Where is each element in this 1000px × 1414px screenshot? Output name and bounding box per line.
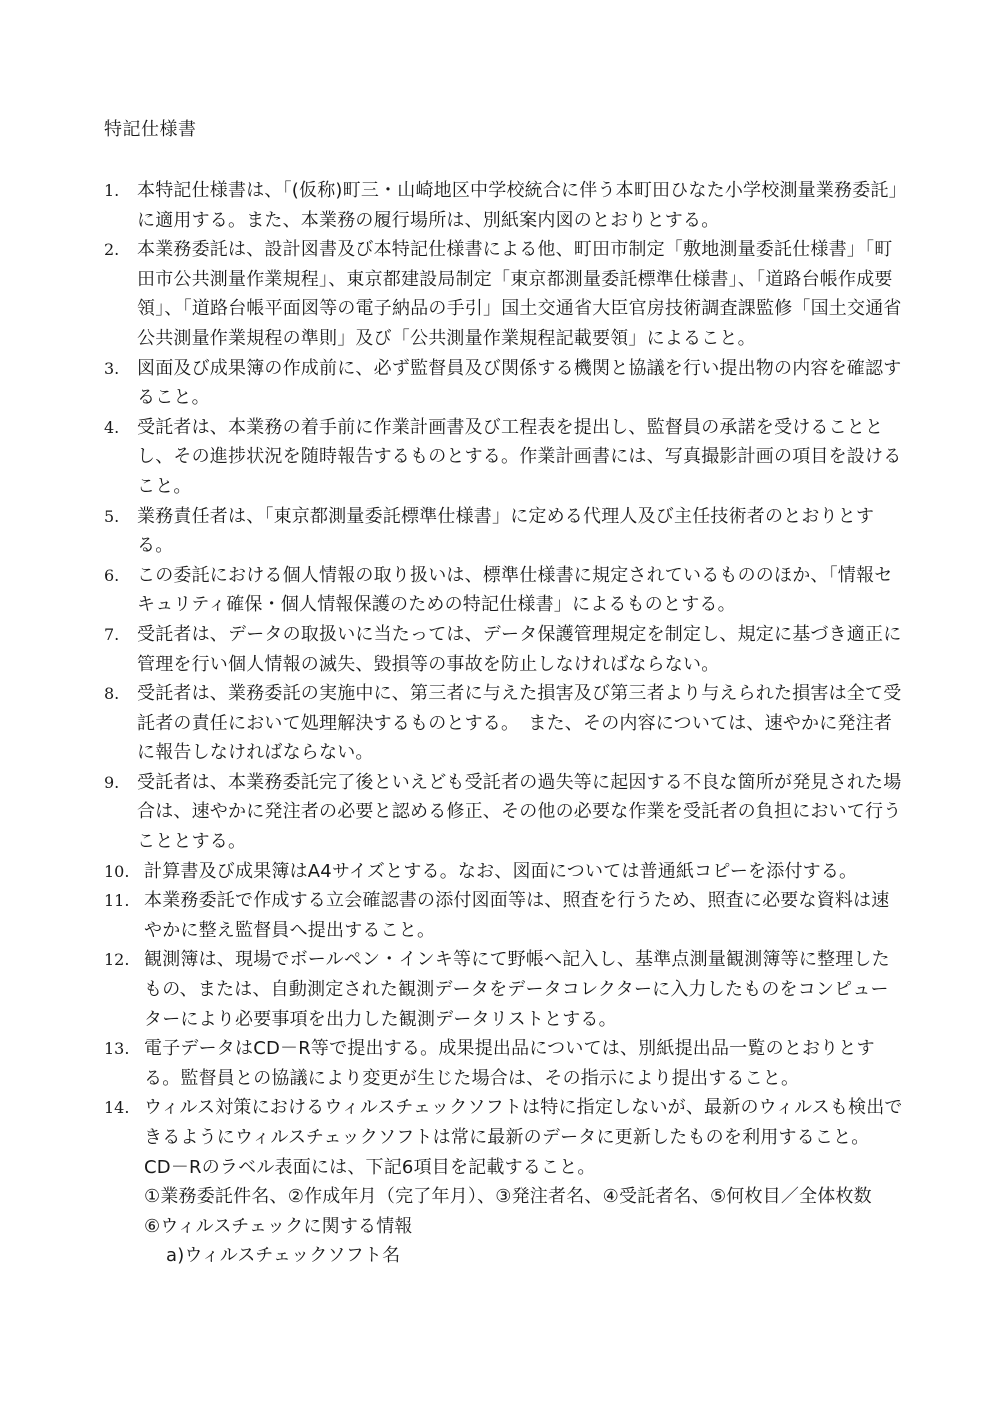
- item-text: 受託者は、業務委託の実施中に、第三者に与えた損害及び第三者より与えられた損害は全て受託者の責任において処理解決するものとする。 また、その内容については、速やかに発注者に報告しなければならない。: [137, 683, 902, 764]
- item-number: 11.: [104, 891, 130, 911]
- item-number: 14.: [104, 1098, 130, 1118]
- item-text: ウィルス対策におけるウィルスチェックソフトは特に指定しないが、最新のウィルスも検出できるようにウィルスチェックソフトは常に最新のデータに更新したものを利用すること。: [144, 1097, 903, 1148]
- item-number: 10.: [104, 861, 130, 881]
- item-text: 観測簿は、現場でボールペン・インキ等にて野帳へ記入し、基準点測量観測簿等に整理したもの、または、自動測定された観測データをデータコレクターに入力したものをコンピューターにより必要事項を出力した観測データリストとする。: [144, 949, 890, 1030]
- spec-item-11: [104, 886, 904, 945]
- item-number: 7.: [104, 624, 120, 644]
- item-number: 4.: [104, 417, 120, 437]
- item-extra-line: CD－Rのラベル表面には、下記6項目を記載すること。: [144, 1156, 596, 1178]
- spec-item-7: [104, 620, 904, 679]
- item-text: 受託者は、本業務の着手前に作業計画書及び工程表を提出し、監督員の承諾を受けることとし、その進捗状況を随時報告するものとする。作業計画書には、写真撮影計画の項目を設けること。: [137, 416, 902, 497]
- spec-item-4: [104, 413, 904, 502]
- item-number: 6.: [104, 565, 120, 585]
- spec-item-3: [104, 354, 904, 413]
- item-number: 8.: [104, 684, 120, 704]
- page-title: 特記仕様書: [104, 119, 197, 140]
- item-number: 3.: [104, 358, 120, 378]
- item-extra-line: ①業務委託件名、②作成年月（完了年月）、③発注者名、④受託者名、⑤何枚目／全体枚数: [144, 1186, 872, 1208]
- item-text: この委託における個人情報の取り扱いは、標準仕様書に規定されているもののほか、「情報セキュリティ確保・個人情報保護のための特記仕様書」によるものとする。: [137, 564, 893, 616]
- item-number: 9.: [104, 772, 120, 792]
- item-number: 2.: [104, 240, 120, 260]
- spec-item-8: [104, 679, 904, 768]
- item-text: 図面及び成果簿の作成前に、必ず監督員及び関係する機関と協議を行い提出物の内容を確認すること。: [137, 357, 902, 409]
- spec-item-9: [104, 768, 904, 857]
- item-extra-line: ⑥ウィルスチェックに関する情報: [144, 1215, 413, 1237]
- item-text: 本業務委託で作成する立会確認書の添付図面等は、照査を行うため、照査に必要な資料は速やかに整え監督員へ提出すること。: [144, 890, 890, 941]
- item-text: 本特記仕様書は、「(仮称)町三・山崎地区中学校統合に伴う本町田ひなた小学校測量業務委託」に適用する。また、本業務の履行場所は、別紙案内図のとおりとする。: [137, 180, 898, 231]
- item-body: [144, 1093, 904, 1271]
- item-sub-line: a)ウィルスチェックソフト名: [166, 1245, 401, 1267]
- item-text: 本業務委託は、設計図書及び本特記仕様書による他、町田市制定「敷地測量委託仕様書」「町田市公共測量作業規程」、東京都建設局制定「東京都測量委託標準仕様書」、「道路台帳作成要領」、「道路台帳平面図等の電子納品の手引」国土交通省大臣官房技術調査課監修「国土交通省公共測量作業規程の準則」及び「公共測量作業規程記載要領」によること。: [137, 239, 902, 349]
- item-text: 受託者は、データの取扱いに当たっては、データ保護管理規定を制定し、規定に基づき適正に管理を行い個人情報の滅失、毀損等の事故を防止しなければならない。: [137, 623, 902, 675]
- item-text: 受託者は、本業務委託完了後といえども受託者の過失等に起因する不良な箇所が発見された場合は、速やかに発注者の必要と認める修正、その他の必要な作業を受託者の負担において行うこととする。: [137, 771, 902, 853]
- spec-item-5: [104, 502, 904, 561]
- spec-item-list: [104, 176, 904, 1271]
- spec-item-2: [104, 235, 904, 353]
- item-number: 12.: [104, 950, 130, 970]
- item-text: 計算書及び成果簿はA4サイズとする。なお、図面については普通紙コピーを添付する。: [144, 860, 858, 882]
- spec-item-10: [104, 857, 904, 887]
- spec-item-12: [104, 945, 904, 1034]
- item-text: 電子データはCD－R等で提出する。成果提出品については、別紙提出品一覧のとおりとする。監督員との協議により変更が生じた場合は、その指示により提出すること。: [144, 1038, 875, 1089]
- spec-item-13: [104, 1034, 904, 1093]
- item-number: 1.: [104, 181, 120, 200]
- item-number: 5.: [104, 506, 120, 526]
- item-number: 13.: [104, 1039, 130, 1059]
- spec-item-14: [104, 1093, 904, 1271]
- spec-item-1: [104, 176, 904, 235]
- spec-item-6: [104, 561, 904, 620]
- item-text: 業務責任者は、「東京都測量委託標準仕様書」に定める代理人及び主任技術者のとおりとする。: [137, 505, 875, 557]
